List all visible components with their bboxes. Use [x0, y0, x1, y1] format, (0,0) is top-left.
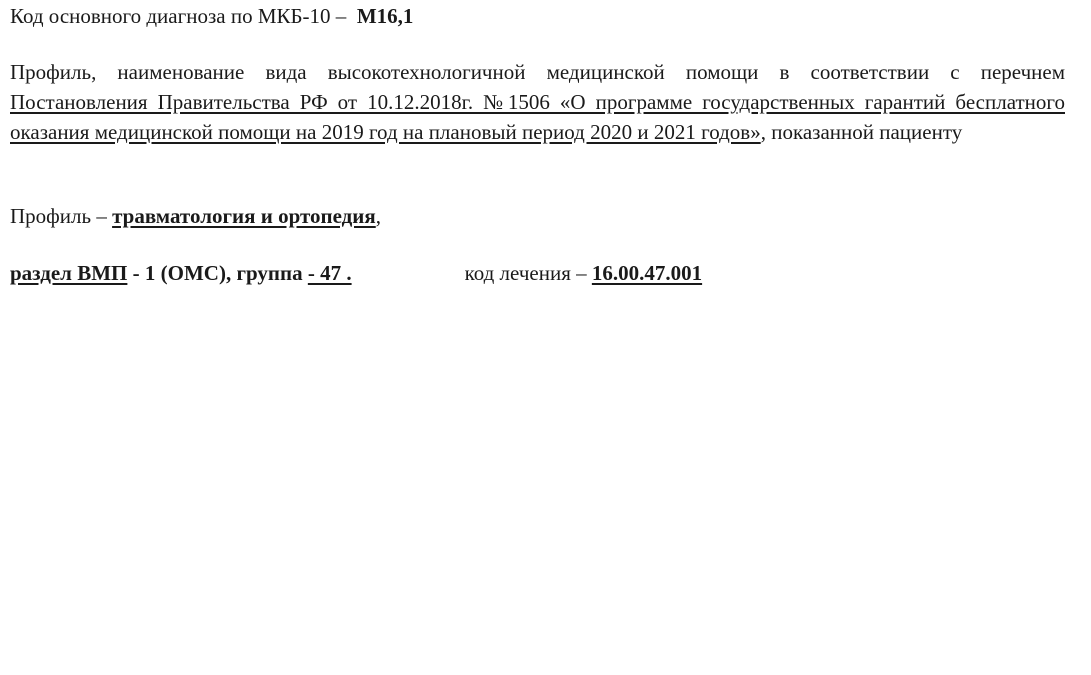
section-label: раздел ВМП	[10, 261, 128, 285]
regulation-reference: Постановления Правительства РФ от 10.12.2018г. №1506 «О программе государственных гарантий бесплатного оказания медицинской помощи на 2019 год на плановый период 2020 и 2021 годов»	[10, 90, 1065, 144]
group-value: - 47 .	[307, 261, 352, 285]
profile-intro-text: Профиль, наименование вида высокотехнологичной медицинской помощи в соответствии с перечнем	[10, 60, 1065, 84]
profile-label: Профиль –	[10, 204, 107, 228]
diagnosis-label: Код основного диагноза по МКБ-10 –	[10, 4, 347, 28]
profile-line	[10, 203, 381, 229]
profile-value: травматология и ортопедия	[112, 204, 376, 228]
section-dash: -	[132, 261, 145, 285]
section-line	[10, 260, 702, 286]
treatment-code: 16.00.47.001	[591, 261, 703, 285]
diagnosis-line	[10, 3, 413, 29]
treatment-label: код лечения –	[464, 261, 587, 285]
profile-intro-paragraph	[10, 57, 1065, 147]
profile-intro-tail: , показанной пациенту	[760, 120, 963, 144]
profile-comma: ,	[375, 204, 381, 228]
section-value: 1 (ОМС), группа	[144, 261, 303, 285]
diagnosis-code: M16,1	[356, 4, 414, 28]
